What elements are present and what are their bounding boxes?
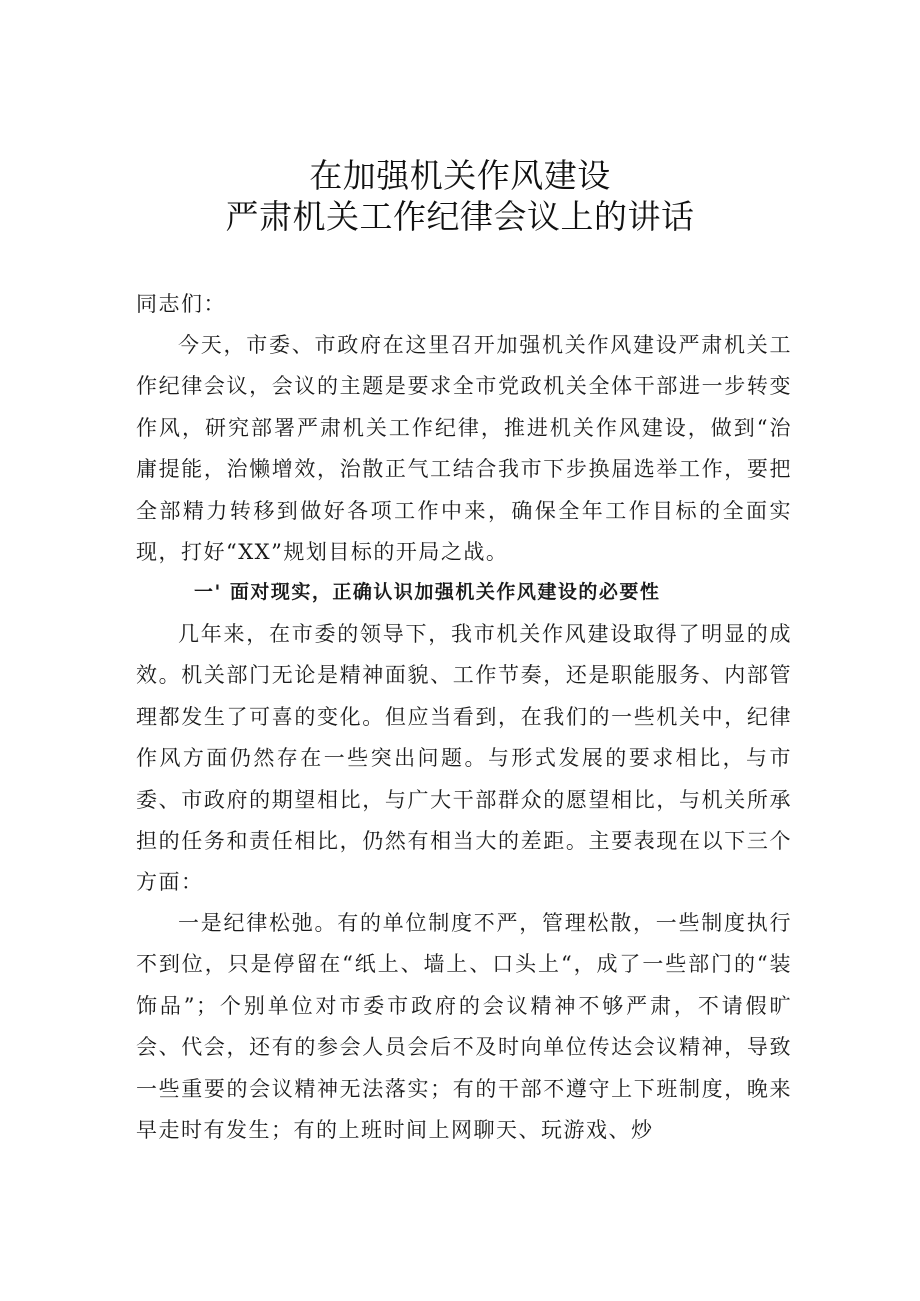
document-title-line-2: 严肃机关工作纪律会议上的讲话 [225, 197, 695, 236]
salutation: 同志们： [136, 292, 226, 316]
document-title-line-1: 在加强机关作风建设 [309, 156, 611, 195]
paragraph-achievements: 几年来，在市委的领导下，我市机关作风建设取得了明显的成效。机关部门无论是精神面貌、工作节奏，还是职能服务、内部管理都发生了可喜的变化。但应当看到，在我们的一些机关中，纪律作风方面仍然存在一些突出问题。与形式发展的要求相比，与市委、市政府的期望相比，与广大干部群众的愿望相比，与机关所承担的任务和责任相比，仍然有相当大的差距。主要表现在以下三个方面： [136, 622, 792, 895]
section-heading-1: 一' 面对现实，正确认识加强机关作风建设的必要性 [194, 581, 661, 603]
paragraph-discipline-lax: 一是纪律松弛。有的单位制度不严，管理松散，一些制度执行不到位，只是停留在“纸上、墙上、口头上“，成了一些部门的“装饰品”；个别单位对市委市政府的会议精神不够严肃，不请假旷会、代会，还有的参会人员会后不及时向单位传达会议精神，导致一些重要的会议精神无法落实；有的干部不遵守上下班制度，晚来早走时有发生；有的上班时间上网聊天、玩游戏、炒 [136, 911, 792, 1143]
paragraph-intro: 今天，市委、市政府在这里召开加强机关作风建设严肃机关工作纪律会议，会议的主题是要求全市党政机关全体干部进一步转变作风，研究部署严肃机关工作纪律，推进机关作风建设，做到“治庸提能，治懒增效，治散正气工结合我市下步换届选举工作，要把全部精力转移到做好各项工作中来，确保全年工作目标的全面实现，打好“XX”规划目标的开局之战。 [136, 333, 792, 565]
